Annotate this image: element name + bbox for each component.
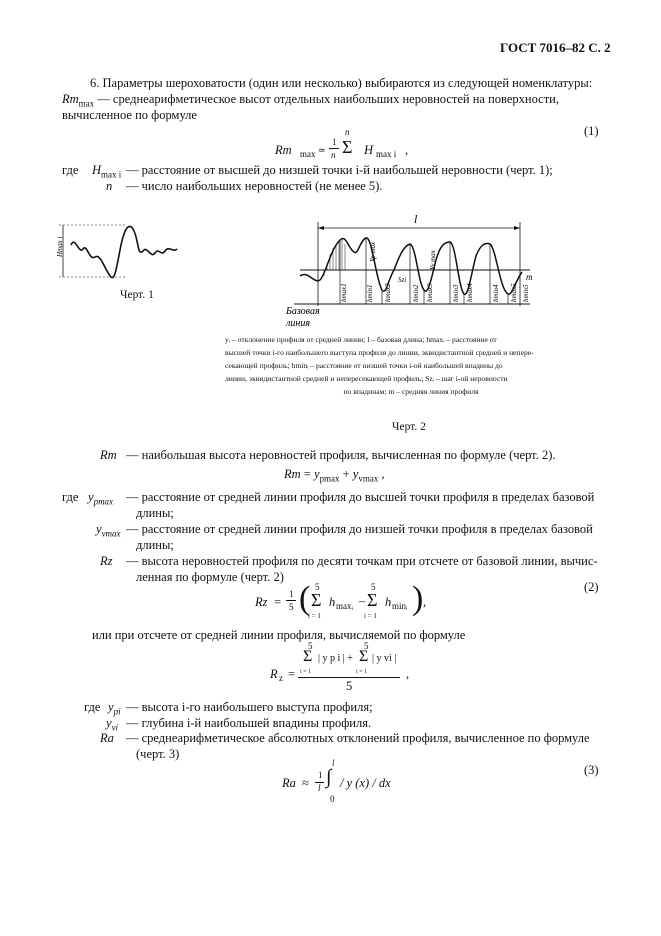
formula-3-bot-2: i = 1 — [356, 669, 368, 675]
fig2-n2: hmin2 — [412, 284, 420, 302]
figure-2-caption: Черт. 2 — [392, 421, 426, 433]
legend-line-1: yᵢ – отклонение профиля от средней линии; l – базовая длина; hmaxᵢ – расстояние от — [225, 335, 497, 344]
formula-1-number: (1) — [584, 124, 599, 138]
formula-rm-y1-sub: pmax — [319, 473, 340, 484]
fig2-n4: hmin4 — [492, 284, 500, 302]
fig2-line: линия — [286, 318, 310, 328]
formula-1-tail: , — [405, 143, 409, 157]
formula-1-rel: ≃ — [318, 145, 326, 155]
formula-2-hs2: minᵢ — [392, 601, 408, 611]
yv-text-1: — расстояние от средней линии профиля до низшей точки профиля в пределах базовой — [126, 522, 593, 536]
formula-1-num: 1 — [332, 137, 337, 147]
formula-2-number: (2) — [584, 580, 599, 594]
formula-1-lhs: Rm — [275, 143, 292, 157]
legend-line-3: секающей профиль; hminᵢ – расстояние от низшей точки i-ой наибольшей впадины до — [225, 361, 503, 370]
formula-rm-tail: , — [381, 467, 385, 481]
ra-text-1: — среднеарифметическое абсолютных отклонений профиля, вычисленное по формуле — [126, 731, 590, 745]
formula-4-int-bot: 0 — [330, 794, 335, 804]
or-line: или при отсчете от средней линии профиля, вычисляемой по формуле — [92, 628, 466, 642]
yvi-sub: vi — [111, 722, 119, 733]
ypi-sub: pi — [113, 706, 121, 717]
yv-text-2: длины; — [136, 538, 174, 552]
formula-3: R z = 5 Σ i = 1 | y p i | + 5 Σ i = 1 | y vi | 5 , — [270, 641, 410, 693]
formula-2-h1: h — [329, 595, 336, 609]
h-sym: H — [92, 163, 102, 177]
formula-2-h2: h — [385, 595, 392, 609]
figure-2-profile — [280, 210, 540, 328]
formula-1-lhs-sub: max — [300, 149, 316, 159]
formula-4-body: / y (x) / dx — [340, 776, 391, 790]
formula-2-one: 1 — [289, 589, 294, 599]
legend-line-4: линии, эквидистантной средней и непересекающей профиль; Szᵢ – шаг i-ой неровности — [225, 374, 508, 383]
formula-1-den: n — [331, 150, 336, 160]
h-max-i-text: — расстояние от высшей до низшей точки i-й наибольшей неровности (черт. 1); — [126, 163, 553, 177]
rz-text-2: ленная по формуле (черт. 2) — [136, 570, 284, 584]
ra-text-2: (черт. 3) — [136, 747, 180, 761]
yv-sym: y — [96, 522, 102, 536]
formula-2-bot-1: i = 1 — [308, 612, 321, 620]
h-sub: max i — [101, 169, 122, 180]
where-label-2: где — [62, 490, 79, 504]
yvi-sym: y — [106, 716, 112, 730]
formula-4-l: l — [318, 783, 321, 793]
formula-2-minus: – — [359, 594, 366, 608]
fig2-n3: hmin3 — [452, 284, 460, 302]
fig2-h4: hmax4 — [466, 283, 474, 302]
n-text: — число наибольших неровностей (не менее 5). — [126, 179, 383, 193]
fig2-h1: hmax1 — [340, 283, 348, 302]
fig2-h5: hmax5 — [510, 283, 518, 302]
formula-2-five: 5 — [289, 602, 294, 612]
yp-sub: pmax — [93, 496, 114, 507]
ypi-text: — высота i-го наибольшего выступа профиля; — [126, 700, 373, 714]
where-label-1: где — [62, 163, 79, 177]
formula-rm-lhs: Rm — [284, 467, 301, 481]
rm-max-text: — среднеарифметическое высот отдельных наибольших неровностей на поверхности, — [97, 92, 559, 106]
formula-3-lhs-sub: z — [279, 673, 283, 683]
fig2-n1: hmin1 — [366, 284, 374, 302]
fig1-label: Hmax i — [56, 236, 64, 257]
formula-4-eq: ≈ — [302, 776, 309, 790]
yp-text-1: — расстояние от средней линии профиля до высшей точки профиля в пределах базовой — [126, 490, 595, 504]
formula-4: Ra ≈ 1 l l ∫ 0 / y (x) / dx — [282, 758, 391, 804]
rm-symbol: Rm — [100, 448, 117, 462]
rm-max-sub: max — [78, 98, 95, 109]
intro-paragraph: 6. Параметры шероховатости (один или несколько) выбираются из следующей номенклатуры: — [90, 76, 593, 90]
yvi-text: — глубина i-й наибольшей впадины профиля. — [126, 716, 372, 730]
formula-rm-y2-sub: vmax — [358, 473, 379, 484]
formula-3-num: | y p i | + — [318, 653, 353, 664]
ra-symbol: Ra — [100, 731, 114, 745]
rz-symbol: Rz — [100, 554, 113, 568]
fig2-n5: hmin5 — [522, 284, 530, 302]
rz-text-1: — высота неровностей профиля по десяти точкам при отсчете от базовой линии, вычис- — [126, 554, 598, 568]
formula-2-lhs: Rz — [255, 595, 268, 609]
yp-max-symbol — [88, 490, 113, 510]
fig2-h3: hmax3 — [426, 283, 434, 302]
formula-1-var: H — [364, 143, 374, 157]
formula-3-top-2: 5 — [364, 641, 369, 651]
n-symbol: n — [106, 179, 113, 193]
formula-1-sum-top: n — [345, 127, 350, 137]
formula-rm-y1: y — [313, 467, 320, 481]
rm-text: — наибольшая высота неровностей профиля, вычисленная по формуле (черт. 2). — [126, 448, 556, 462]
yp-text-2: длины; — [136, 506, 174, 520]
formula-rm-plus: + — [342, 467, 350, 481]
formula-3-top-1: 5 — [308, 641, 313, 651]
legend-line-2: высшей точки i-го наибольшего выступа профиля до линии, эквидистантной средней и непере- — [225, 348, 534, 357]
fig2-yp: Yp max — [369, 241, 377, 262]
formula-2-tail: , — [423, 595, 427, 609]
formula-2-top-1: 5 — [315, 582, 320, 592]
fig2-yv: Yv max — [429, 250, 437, 270]
formula-1-var-sub: max i — [376, 149, 397, 159]
rm-max-text-2: вычисленное по формуле — [62, 108, 197, 122]
formula-4-one: 1 — [318, 770, 323, 780]
fig2-sz: Szi — [398, 276, 407, 284]
legend-line-5: по впадинам; m – средняя линия профиля — [343, 387, 479, 396]
fig2-base: Базовая — [286, 306, 320, 317]
where-label-3: где — [84, 700, 101, 714]
formula-1: Rm max ≃ 1 n n Σ H max i , — [275, 127, 409, 160]
formula-4-int-top: l — [332, 758, 335, 768]
ypi-sym: y — [108, 700, 114, 714]
figure-1-caption: Черт. 1 — [120, 289, 154, 301]
formula-3-num-2: | y vi | — [372, 653, 397, 664]
formula-2-hs1: maxᵢ — [336, 601, 353, 611]
formula-3-bot-1: i = 1 — [300, 669, 312, 675]
yp-sym: y — [88, 490, 94, 504]
formula-rm-y2: y — [352, 467, 359, 481]
formula-4-lhs: Ra — [282, 776, 296, 790]
formula-2-top-2: 5 — [371, 582, 376, 592]
figure-2-legend — [225, 333, 597, 398]
rm-max-symbol: Rm — [62, 92, 79, 106]
formula-3-den: 5 — [346, 679, 353, 693]
formula-4-number: (3) — [584, 763, 599, 777]
formula-2-eq: = — [274, 595, 282, 609]
fig2-h2: hmax2 — [384, 283, 392, 302]
fig2-m: m — [526, 272, 533, 282]
yv-max-symbol — [96, 522, 121, 542]
formula-rm: $Rm = y_{pmax} + y_{vmax}$ , — [284, 467, 385, 484]
yv-sub: vmax — [101, 528, 121, 539]
formula-3-lhs: R — [270, 667, 278, 681]
page-header: ГОСТ 7016–82 С. 2 — [500, 40, 611, 55]
formula-3-tail: , — [406, 667, 410, 681]
formula-3-eq: = — [288, 667, 296, 681]
fig2-l: l — [414, 212, 418, 226]
formula-2-bot-2: i = 1 — [364, 612, 377, 620]
formula-2: Rz = 1 5 ( 5 Σ i = 1 h maxᵢ – 5 Σ i = 1 h minᵢ ) , — [255, 580, 427, 620]
